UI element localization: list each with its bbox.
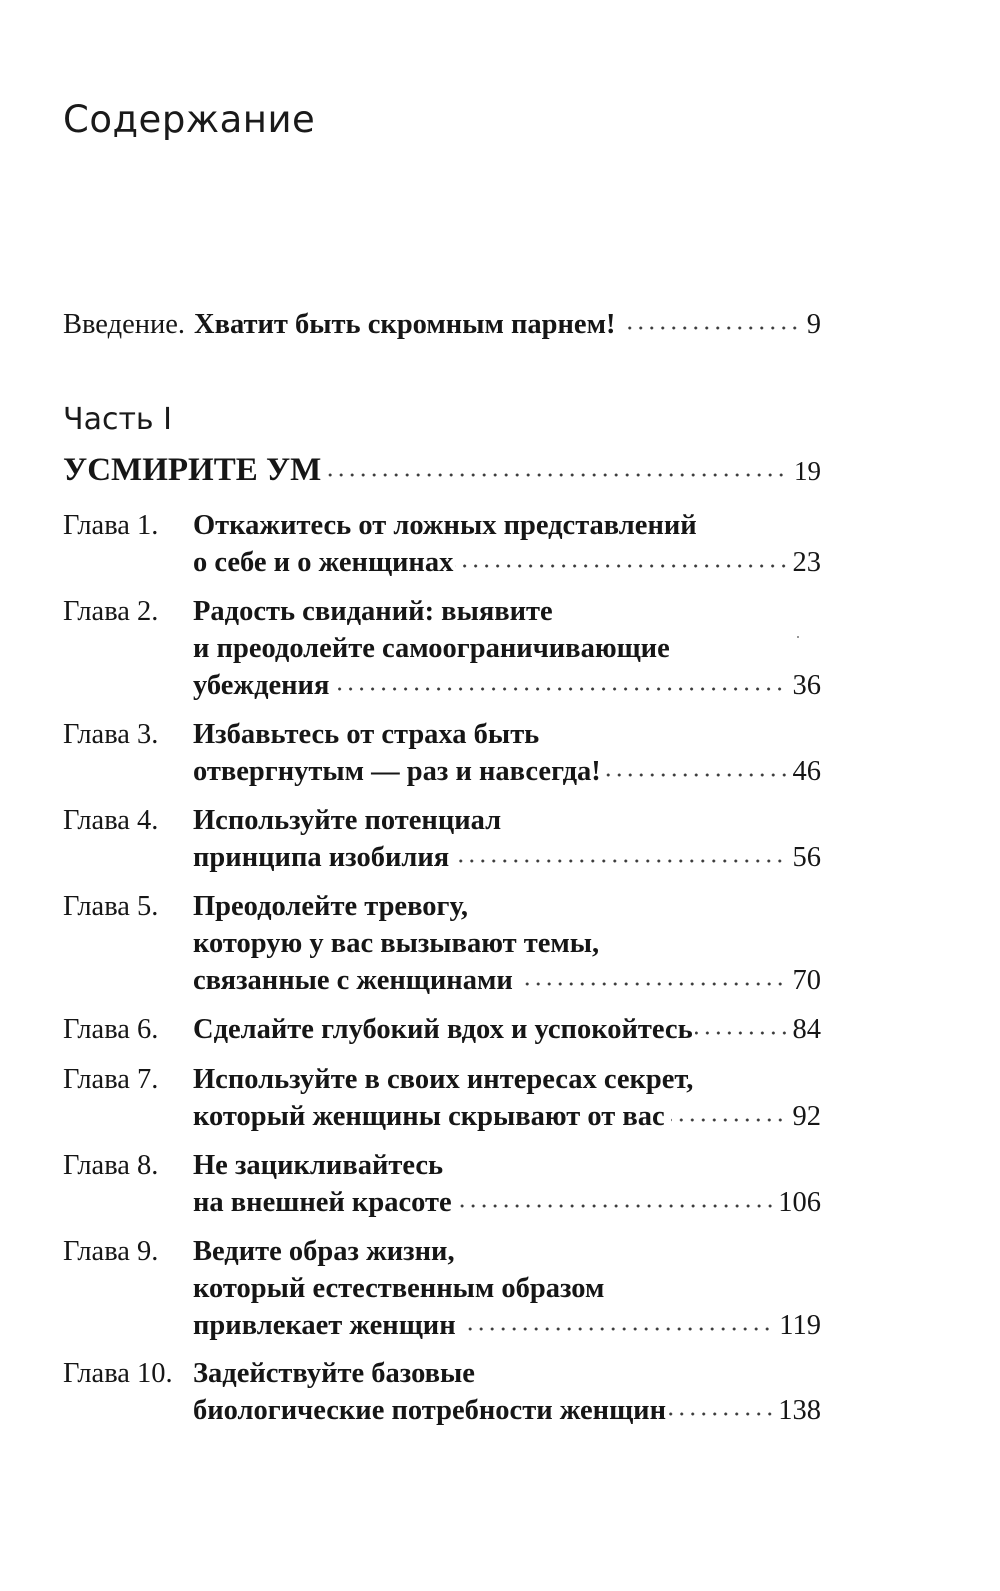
page-number: 9 <box>806 309 821 340</box>
intro-label: Введение. <box>63 309 186 340</box>
page-number: 84 <box>792 1014 821 1045</box>
chapter-title-line: Задействуйте базовые <box>193 1358 475 1389</box>
intro-title: Хватит быть скромным парнем! <box>194 309 616 340</box>
chapter-label: Глава 3. <box>63 719 159 750</box>
page-number: 70 <box>792 965 821 996</box>
chapter-title-line: которую у вас вызывают темы, <box>193 928 600 959</box>
page-number: 46 <box>792 756 821 787</box>
chapter-label: Глава 8. <box>63 1150 159 1181</box>
chapter-title-line: который естественным образом <box>193 1273 605 1304</box>
chapter-label: Глава 1. <box>63 510 159 541</box>
chapter-label: Глава 6. <box>63 1014 159 1045</box>
chapter-label: Глава 5. <box>63 891 159 922</box>
chapter-title-line: Преодолейте тревогу, <box>193 891 468 922</box>
dot-leader <box>695 1031 790 1035</box>
chapter-label: Глава 2. <box>63 596 159 627</box>
chapter-title-line: Откажитесь от ложных представлений <box>193 510 697 541</box>
page-number: 92 <box>792 1101 821 1132</box>
dot-leader <box>455 859 785 863</box>
toc-entry-intro[interactable] <box>63 306 821 343</box>
page-number: 19 <box>794 456 821 486</box>
page-title: Содержание <box>63 98 316 141</box>
dot-leader <box>455 564 789 568</box>
chapter-title-line: на внешней красоте <box>193 1187 452 1218</box>
chapter-title-line: о себе и о женщинах <box>193 547 454 578</box>
chapter-title-line: связанные с женщинами <box>193 965 513 996</box>
dot-leader <box>462 1327 773 1331</box>
chapter-title-line: принципа изобилия <box>193 842 450 873</box>
toc-entry-part-1[interactable] <box>63 450 821 491</box>
chapter-title-line: и преодолейте самоограничивающие <box>193 633 670 664</box>
page-number: 56 <box>792 842 821 873</box>
chapter-label: Глава 7. <box>63 1064 159 1095</box>
page-number: 106 <box>778 1187 821 1218</box>
page-number: 23 <box>792 547 821 578</box>
chapter-title-line: который женщины скрывают от вас <box>193 1101 665 1132</box>
chapter-title-line: отвергнутым — раз и навсегда! <box>193 756 601 787</box>
page-number: 119 <box>779 1310 821 1341</box>
chapter-title-line: привлекает женщин <box>193 1310 456 1341</box>
dot-leader <box>603 773 790 777</box>
part-title: УСМИРИТЕ УМ <box>63 452 322 488</box>
dot-leader <box>519 982 786 986</box>
chapter-label: Глава 9. <box>63 1236 159 1267</box>
chapter-title-line: Радость свиданий: выявите <box>193 596 553 627</box>
chapter-label: Глава 10. <box>63 1358 173 1389</box>
chapter-title-line: Сделайте глубокий вдох и успокойтесь <box>193 1014 693 1045</box>
chapter-label: Глава 4. <box>63 805 159 836</box>
chapter-title-line: Ведите образ жизни, <box>193 1236 455 1267</box>
chapter-title-line: Не зацикливайтесь <box>193 1150 444 1181</box>
page-number: 36 <box>792 670 821 701</box>
dot-leader <box>335 687 785 691</box>
part-label: Часть I <box>63 402 172 437</box>
dot-leader <box>671 1118 786 1122</box>
chapter-title-line: биологические потребности женщин <box>193 1395 667 1426</box>
chapter-title-line: убеждения <box>193 670 330 701</box>
chapter-title-line: Используйте потенциал <box>193 805 502 836</box>
chapter-title-line: Избавьтесь от страха быть <box>193 719 540 750</box>
print-speck <box>797 636 799 638</box>
dot-leader <box>454 1204 776 1208</box>
dot-leader <box>622 326 800 330</box>
chapter-title-line: Используйте в своих интересах секрет, <box>193 1064 694 1095</box>
dot-leader <box>327 473 787 477</box>
page-number: 138 <box>778 1395 821 1426</box>
dot-leader <box>668 1412 775 1416</box>
